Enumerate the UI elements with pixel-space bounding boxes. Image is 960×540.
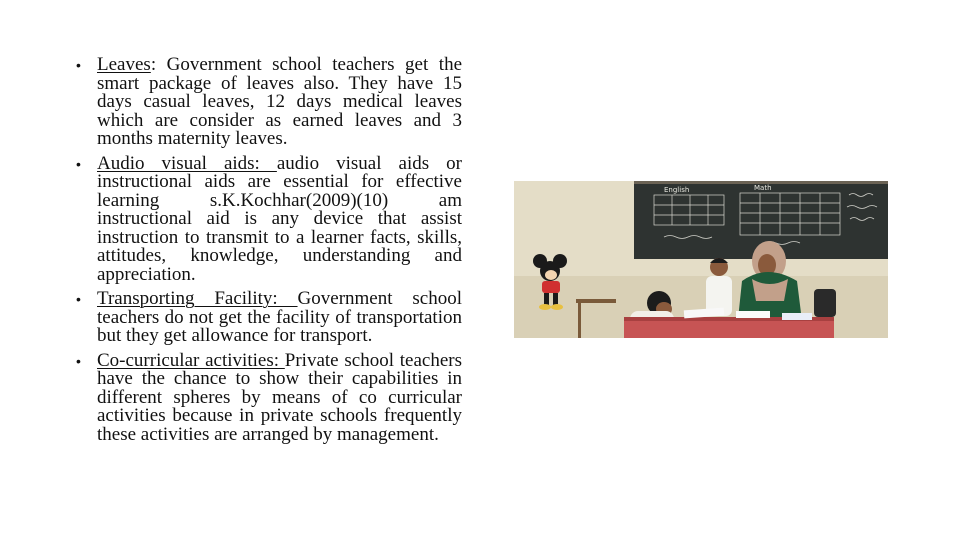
bullet-term: Leaves xyxy=(97,54,151,75)
bullet-text: Government school teachers do not get the facility of transportation but they get allowance for transport. xyxy=(97,288,462,346)
teacher-chair xyxy=(814,289,836,317)
bullet-dot-icon: • xyxy=(76,155,81,172)
bullet-text: audio visual aids or instructional aids are essential for effective learning s.K.Kochhar(2009)(10) am instructional aid is any device that assist instruction to transmit to a learner facts, skills, attitudes, knowledge, understanding and appreciation. xyxy=(97,152,462,285)
board-label-english: English xyxy=(664,186,690,194)
board-label-math: Math xyxy=(754,184,772,192)
bullet-dot-icon: • xyxy=(76,352,81,369)
bullet-transporting-facility xyxy=(76,290,462,346)
classroom-photo xyxy=(514,181,888,338)
classroom-illustration xyxy=(514,181,888,338)
bullet-text: : Government school teachers get the smart package of leaves also. They have 15 days casual leaves, 12 days medical leaves which are consider as earned leaves and 3 months maternity leaves. xyxy=(97,54,462,149)
bullet-text: Private school teachers have the chance to show their capabilities in different spheres by means of co curricular activities because in private schools frequently these activities are arranged by management. xyxy=(97,349,462,445)
bullet-audio-visual-aids xyxy=(76,152,462,285)
bullet-list xyxy=(76,56,462,450)
bullet-term: Co-curricular activities: xyxy=(97,349,285,371)
bullet-dot-icon: • xyxy=(76,57,81,73)
chair xyxy=(576,299,616,303)
bullet-leaves xyxy=(76,56,462,149)
bullet-dot-icon: • xyxy=(76,291,81,307)
bullet-term: Audio visual aids: xyxy=(97,152,277,174)
bullet-term: Transporting Facility: xyxy=(97,288,298,309)
bullet-co-curricular xyxy=(76,349,462,445)
